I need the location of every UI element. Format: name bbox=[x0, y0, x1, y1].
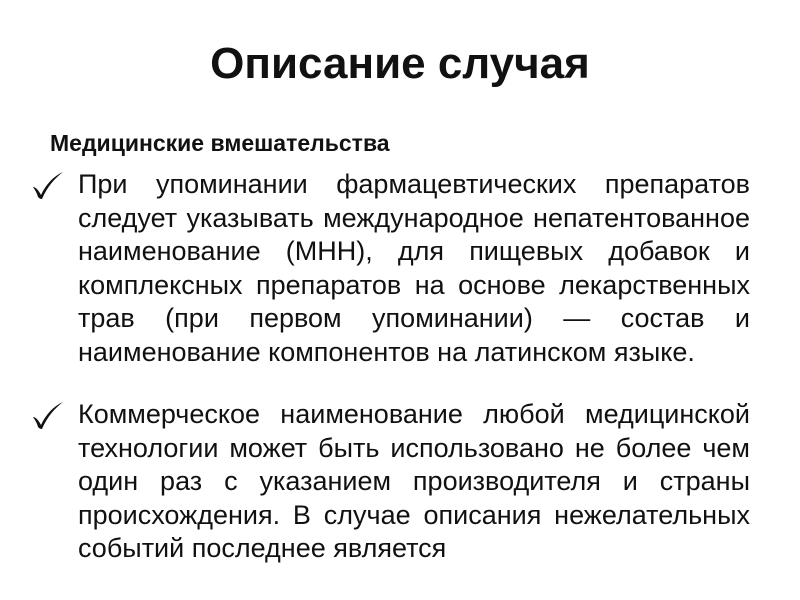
checkmark-icon bbox=[30, 400, 66, 430]
slide-title: Описание случая bbox=[210, 39, 590, 88]
section-heading: Медицинские вмешательства bbox=[50, 130, 390, 156]
bullet-item bbox=[30, 168, 750, 369]
bullet-text: При упоминании фармацевтических препаратов следует указывать международное непатентованное наименование (МНН), для пищевых добавок и комплексных препаратов на основе лекарственных трав (при первом упоминании) — состав и наименование компонентов на латинском языке. bbox=[78, 169, 750, 367]
bullet-item bbox=[30, 398, 750, 566]
bullet-text: Коммерческое наименование любой медицинской технологии может быть использовано не более чем один раз с указанием производителя и страны происхождения. В случае описания нежелательных событий последнее является bbox=[78, 399, 750, 563]
checkmark-icon bbox=[30, 170, 66, 200]
